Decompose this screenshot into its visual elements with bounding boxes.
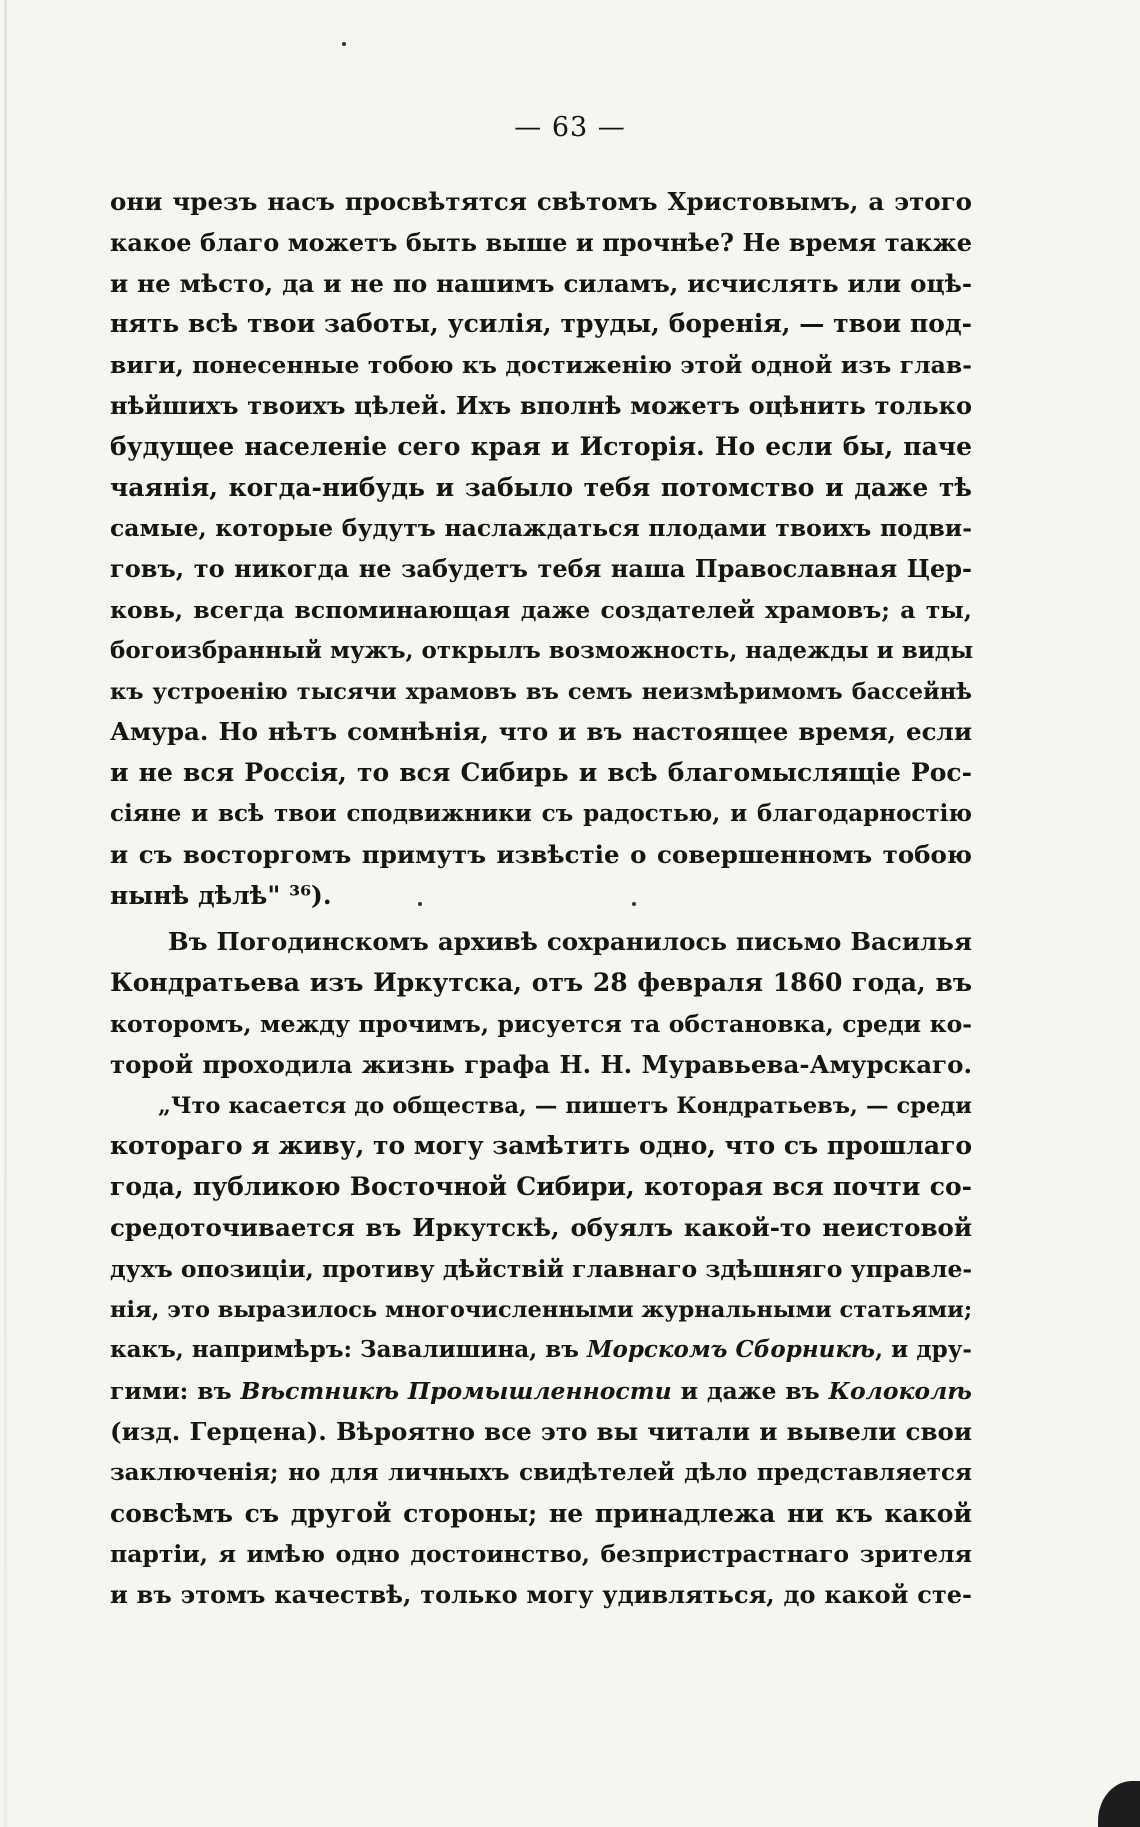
text-line: они чрезъ насъ просвѣтятся свѣтомъ Христовымъ, а этого [110, 187, 972, 216]
text-line: говъ, то никогда не забудетъ тебя наша Православная Цер- [110, 554, 972, 584]
text-line: и въ этомъ качествѣ, только могу удивляться, до какой сте- [110, 1580, 972, 1610]
italic-title-vestnik: Вѣстникѣ Промышленности [240, 1377, 672, 1406]
body-text [110, 182, 972, 1616]
text-line: будущее населеніе сего края и Исторія. Но если бы, паче [110, 431, 972, 461]
line-segment: какъ, напримѣръ: Завалишина, въ [110, 1336, 588, 1364]
text-line: заключенія; но для личныхъ свидѣтелей дѣло представляется [110, 1458, 972, 1486]
text-line: богоизбранный мужъ, открылъ возможность, надежды и виды [110, 636, 974, 664]
line-segment: гими: въ [110, 1377, 241, 1406]
text-line-with-italic [110, 1371, 972, 1412]
text-line: котораго я живу, то могу замѣтить одно, что съ прошлаго [110, 1131, 973, 1161]
text-line: духъ опозиціи, противу дѣйствій главнаго здѣшняго управле- [110, 1254, 973, 1283]
text-line: партіи, я имѣю одно достоинство, безпристрастнаго зрителя [110, 1540, 972, 1569]
text-line: совсѣмъ съ другой стороны; не принадлежа ни къ какой [110, 1498, 972, 1528]
italic-title-morskoy-sbornik: Морскомъ Сборникѣ [587, 1336, 876, 1364]
text-line: и не мѣсто, да и не по нашимъ силамъ, исчислять или оцѣ- [110, 268, 972, 298]
text-line: Амура. Но нѣтъ сомнѣнія, что и въ настоящее время, если [110, 717, 972, 747]
italic-title-kolokol: Колоколѣ [828, 1377, 972, 1406]
paragraph-start-line: Въ Погодинскомъ архивѣ сохранилось письмо Василья [168, 927, 972, 957]
text-line: къ устроенію тысячи храмовъ въ семъ неизмѣримомъ бассейнѣ [110, 678, 972, 705]
line-segment: и даже въ [671, 1377, 829, 1406]
text-line: чаянія, когда-нибудь и забыло тебя потомство и даже тѣ [110, 472, 972, 502]
text-line: виги, понесенные тобою къ достиженію этой одной изъ глав- [110, 351, 972, 380]
quote-start-line: „Что касается до общества, — пишетъ Кондратьевъ, — среди [158, 1092, 972, 1119]
speck [418, 902, 422, 906]
page-edge-shadow [4, 0, 7, 1827]
speck [342, 42, 346, 46]
text-line: самые, которые будутъ наслаждаться плодами твоихъ подви- [110, 514, 972, 543]
page-number: — 63 — [514, 112, 626, 143]
text-line: нять всѣ твои заботы, усилія, труды, боренія, — твои под- [110, 309, 972, 339]
paragraph-end-line: нынѣ дѣлѣ" ³⁶). [110, 880, 332, 910]
text-line: торой проходила жизнь графа Н. Н. Муравьева-Амурскаго. [110, 1049, 972, 1079]
text-line: и не вся Россія, то вся Сибирь и всѣ благомыслящіе Рос- [110, 758, 972, 788]
text-line: сіяне и всѣ твои сподвижники съ радостью, и благодарностію [110, 799, 972, 827]
text-line: какое благо можетъ быть выше и прочнѣе? Не время также [110, 227, 972, 257]
text-line: года, публикою Восточной Сибири, которая вся почти со- [110, 1172, 972, 1202]
text-line: (изд. Герцена). Вѣроятно все это вы читали и вывели свои [110, 1416, 972, 1446]
text-line: нія, это выразилось многочисленными журнальными статьями; [110, 1296, 973, 1323]
text-line: нѣйшихъ твоихъ цѣлей. Ихъ вполнѣ можетъ оцѣнить только [110, 390, 972, 420]
text-line-with-italic [110, 1330, 972, 1371]
text-line: средоточивается въ Иркутскѣ, обуялъ какой-то неистовой [110, 1212, 972, 1242]
text-line: которомъ, между прочимъ, рисуется та обстановка, среди ко- [110, 1009, 972, 1038]
speck [632, 902, 636, 906]
corner-ink-blot [1098, 1781, 1140, 1827]
text-line: Кондратьева изъ Иркутска, отъ 28 февраля 1860 года, въ [110, 968, 972, 998]
text-line: и съ восторгомъ примутъ извѣстіе о совершенномъ тобою [110, 839, 972, 869]
text-line: ковь, всегда вспоминающая даже создателей храмовъ; а ты, [110, 595, 972, 624]
line-segment: , и дру- [875, 1336, 972, 1364]
